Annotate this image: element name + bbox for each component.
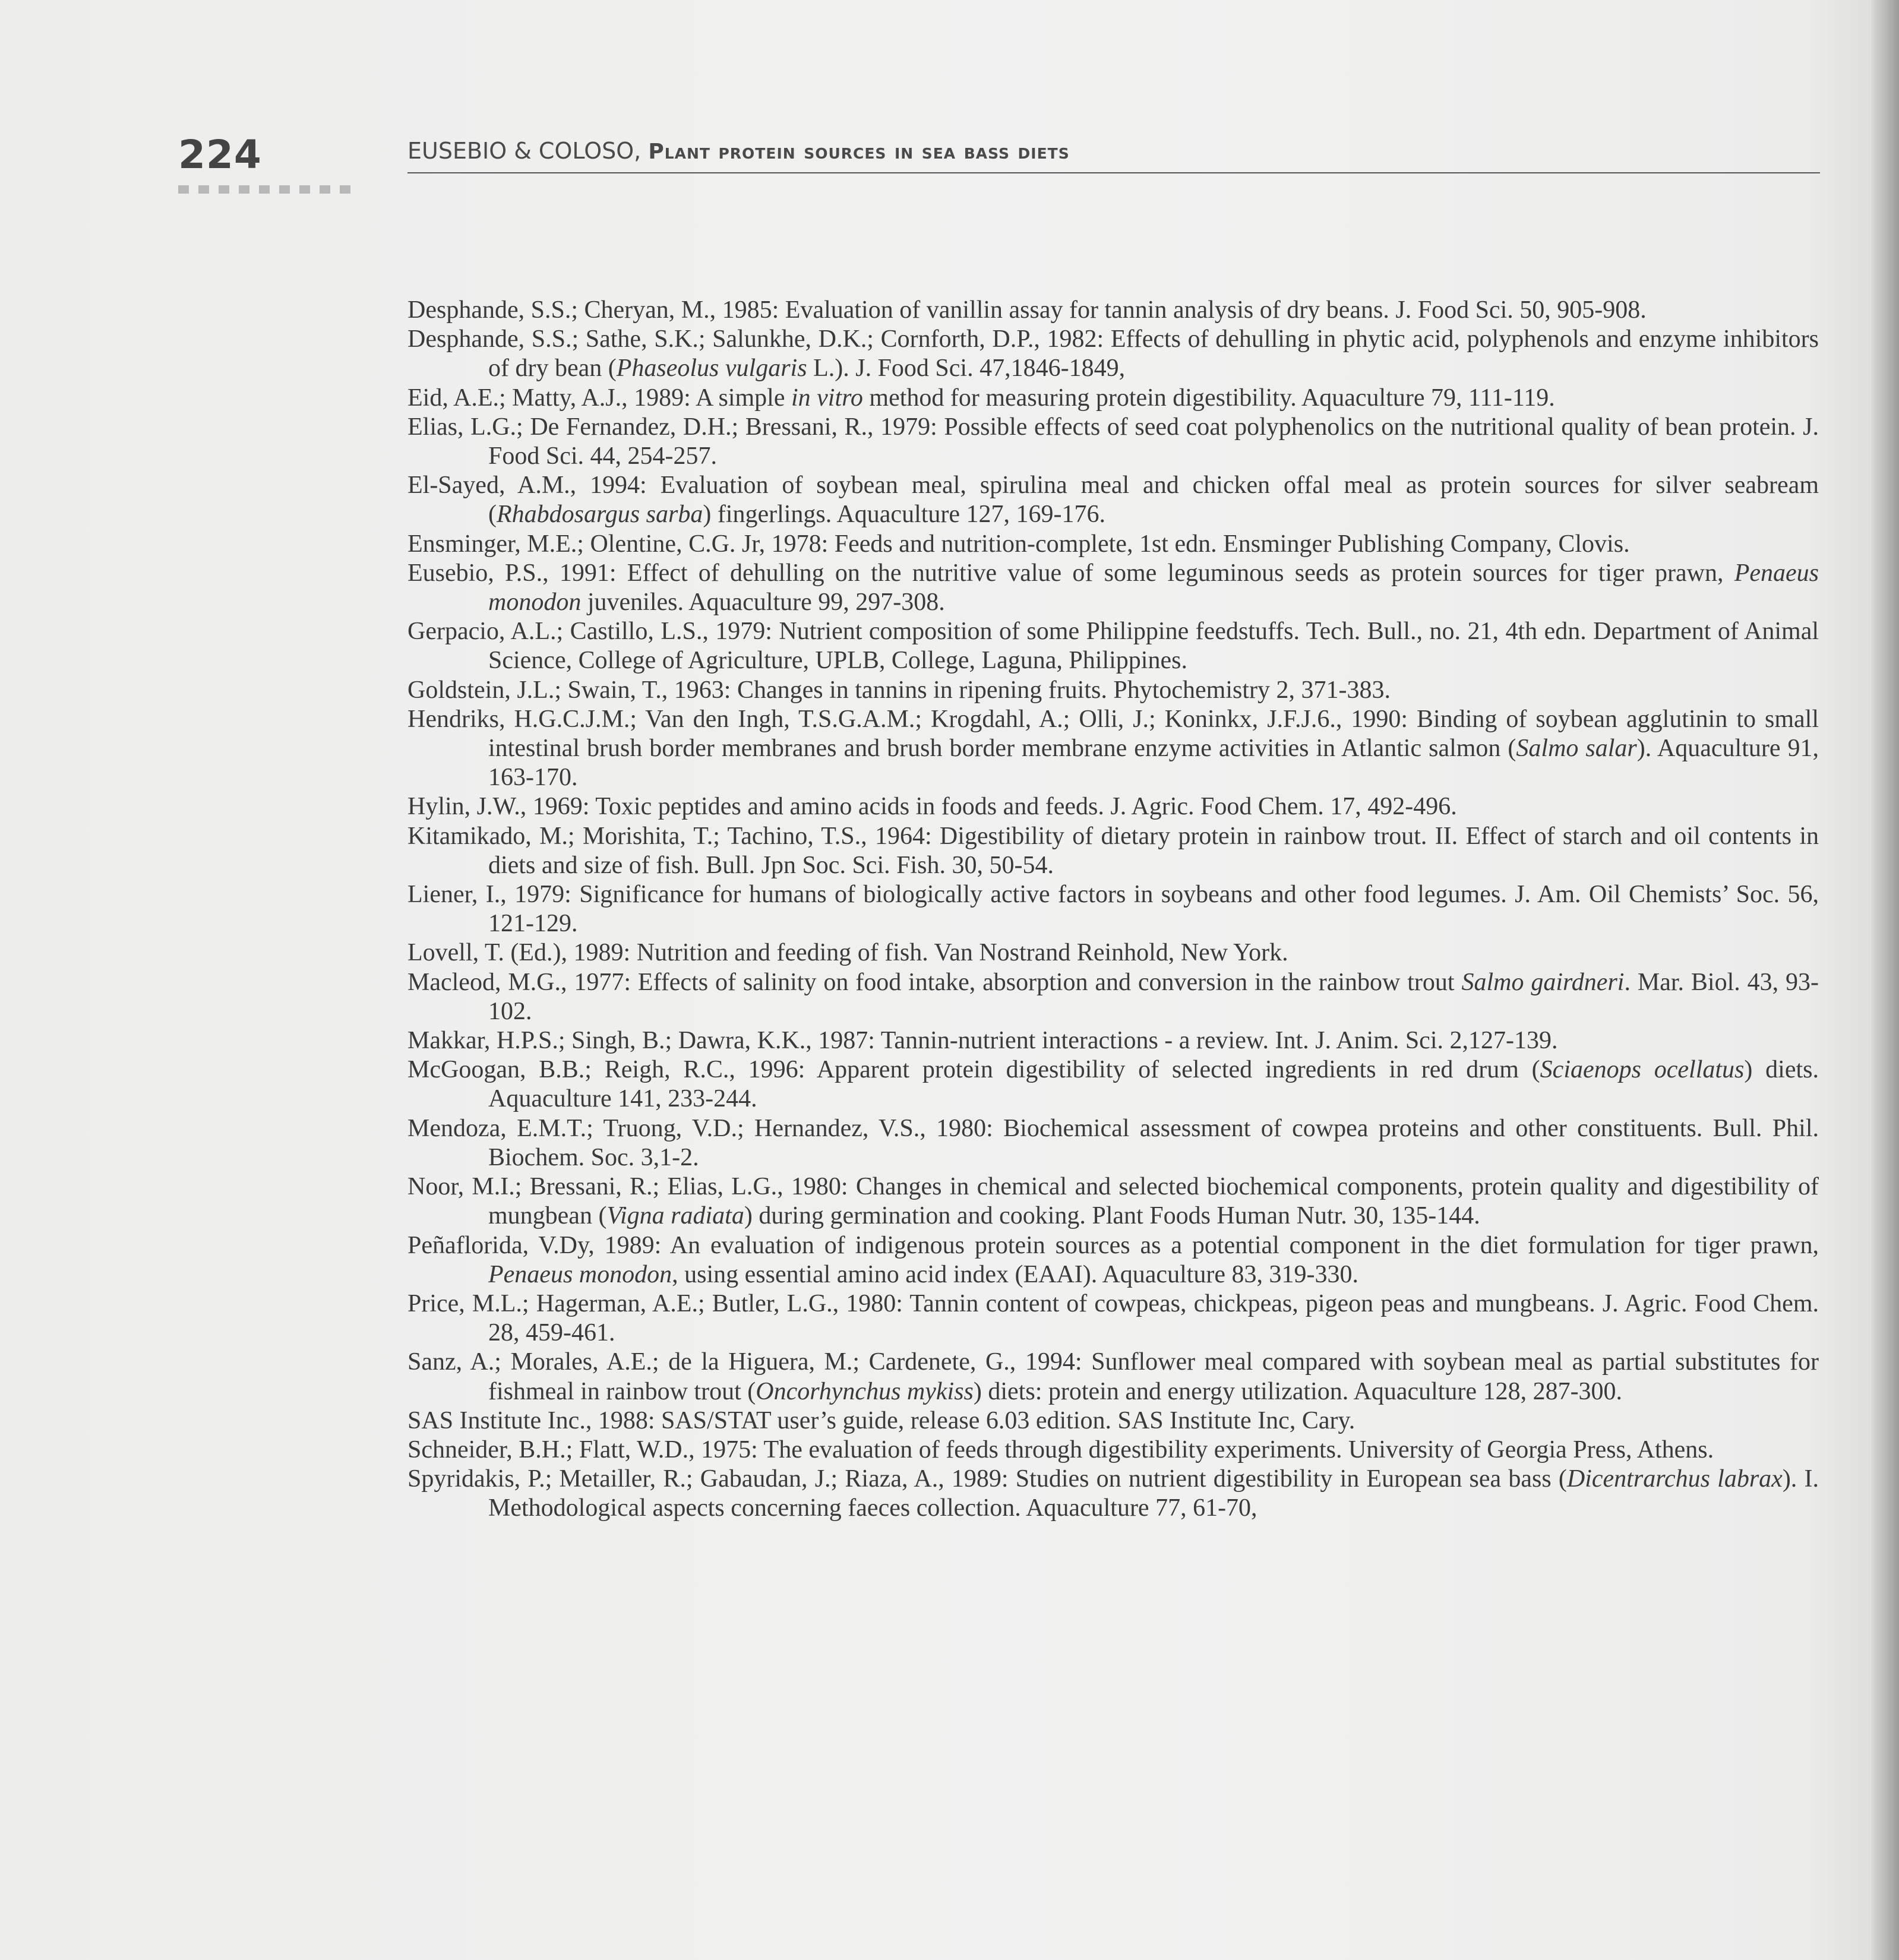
reference-entry: El-Sayed, A.M., 1994: Evaluation of soybean meal, spirulina meal and chicken offal meal as protein sources for silver seabream (Rhabdosargus sarba) fingerlings. Aquaculture 127, 169-176. xyxy=(407,472,1819,529)
reference-entry: Mendoza, E.M.T.; Truong, V.D.; Hernandez, V.S., 1980: Biochemical assessment of cowpea proteins and other constituents. Bull. Phil. Biochem. Soc. 3,1-2. xyxy=(407,1114,1819,1171)
reference-entry: Macleod, M.G., 1977: Effects of salinity on food intake, absorption and conversion in the rainbow trout Salmo gairdneri. Mar. Biol. 43, 93-102. xyxy=(407,968,1819,1025)
reference-entry: Hendriks, H.G.C.J.M.; Van den Ingh, T.S.G.A.M.; Krogdahl, A.; Olli, J.; Koninkx, J.F.J.6., 1990: Binding of soybean agglutinin to small intestinal brush border membranes and brush border membrane enzyme activities in Atlantic salmon (Salmo salar). Aquaculture 91, 163-170. xyxy=(407,705,1819,792)
reference-entry: Desphande, S.S.; Sathe, S.K.; Salunkhe, D.K.; Cornforth, D.P., 1982: Effects of dehulling in phytic acid, polyphenols and enzyme inhibitors of dry bean (Phaseolus vulgaris L.). J. Food Sci. 47,1846-1849, xyxy=(407,325,1819,382)
reference-entry: Lovell, T. (Ed.), 1989: Nutrition and feeding of fish. Van Nostrand Reinhold, New York. xyxy=(407,939,1288,967)
running-head-authors: EUSEBIO & COLOSO, xyxy=(407,138,642,164)
reference-entry: Peñaflorida, V.Dy, 1989: An evaluation of indigenous protein sources as a potential component in the diet formulation for tiger prawn, Penaeus monodon, using essential amino acid index (EAAI). Aquaculture 83, 319-330. xyxy=(407,1231,1819,1288)
reference-entry: Sanz, A.; Morales, A.E.; de la Higuera, M.; Cardenete, G., 1994: Sunflower meal compared with soybean meal as partial substitutes for fishmeal in rainbow trout (Oncorhynchus mykiss) diets: protein and energy utilization. Aquaculture 128, 287-300. xyxy=(407,1348,1819,1405)
page-edge-shadow xyxy=(1872,0,1899,1960)
reference-entry: Hylin, J.W., 1969: Toxic peptides and amino acids in foods and feeds. J. Agric. Food Chem. 17, 492-496. xyxy=(407,793,1457,821)
decorative-squares xyxy=(178,185,350,194)
header-rule xyxy=(407,172,1820,173)
reference-list xyxy=(407,296,1819,1523)
reference-entry: Schneider, B.H.; Flatt, W.D., 1975: The evaluation of feeds through digestibility experiments. University of Georgia Press, Athens. xyxy=(407,1436,1714,1463)
reference-entry: Gerpacio, A.L.; Castillo, L.S., 1979: Nutrient composition of some Philippine feedstuffs. Tech. Bull., no. 21, 4th edn. Department of Animal Science, College of Agriculture, UPLB, College, Laguna, Philippines. xyxy=(407,618,1819,675)
reference-entry: Ensminger, M.E.; Olentine, C.G. Jr, 1978: Feeds and nutrition-complete, 1st edn. Ensminger Publishing Company, Clovis. xyxy=(407,530,1630,558)
reference-entry: Desphande, S.S.; Cheryan, M., 1985: Evaluation of vanillin assay for tannin analysis of dry beans. J. Food Sci. 50, 905-908. xyxy=(407,296,1647,324)
reference-entry: Makkar, H.P.S.; Singh, B.; Dawra, K.K., 1987: Tannin-nutrient interactions - a review. Int. J. Anim. Sci. 2,127-139. xyxy=(407,1027,1558,1055)
page-number: 224 xyxy=(178,132,262,178)
running-head-title: Plant protein sources in sea bass diets xyxy=(648,140,1070,164)
reference-entry: Kitamikado, M.; Morishita, T.; Tachino, T.S., 1964: Digestibility of dietary protein in rainbow trout. II. Effect of starch and oil contents in diets and size of fish. Bull. Jpn Soc. Sci. Fish. 30, 50-54. xyxy=(407,822,1819,879)
reference-entry: Elias, L.G.; De Fernandez, D.H.; Bressani, R., 1979: Possible effects of seed coat polyphenolics on the nutritional quality of bean protein. J. Food Sci. 44, 254-257. xyxy=(407,413,1819,470)
reference-entry: Goldstein, J.L.; Swain, T., 1963: Changes in tannins in ripening fruits. Phytochemistry 2, 371-383. xyxy=(407,676,1391,704)
reference-entry: Liener, I., 1979: Significance for humans of biologically active factors in soybeans and other food legumes. J. Am. Oil Chemists’ Soc. 56, 121-129. xyxy=(407,881,1819,938)
reference-entry: Noor, M.I.; Bressani, R.; Elias, L.G., 1980: Changes in chemical and selected biochemical components, protein quality and digestibility of mungbean (Vigna radiata) during germination and cooking. Plant Foods Human Nutr. 30, 135-144. xyxy=(407,1173,1819,1230)
running-head xyxy=(407,138,1070,164)
reference-entry: Spyridakis, P.; Metailler, R.; Gabaudan, J.; Riaza, A., 1989: Studies on nutrient digestibility in European sea bass (Dicentrarchus labrax). I. Methodological aspects concerning faeces collection. Aquaculture 77, 61-70, xyxy=(407,1465,1819,1522)
reference-entry: McGoogan, B.B.; Reigh, R.C., 1996: Apparent protein digestibility of selected ingredients in red drum (Sciaenops ocellatus) diets. Aquaculture 141, 233-244. xyxy=(407,1056,1819,1113)
reference-entry: Eid, A.E.; Matty, A.J., 1989: A simple in vitro method for measuring protein digestibility. Aquaculture 79, 111-119. xyxy=(407,384,1555,412)
reference-entry: SAS Institute Inc., 1988: SAS/STAT user’s guide, release 6.03 edition. SAS Institute Inc, Cary. xyxy=(407,1406,1355,1434)
reference-entry: Eusebio, P.S., 1991: Effect of dehulling on the nutritive value of some leguminous seeds as protein sources for tiger prawn, Penaeus monodon juveniles. Aquaculture 99, 297-308. xyxy=(407,559,1819,617)
reference-entry: Price, M.L.; Hagerman, A.E.; Butler, L.G., 1980: Tannin content of cowpeas, chickpeas, pigeon peas and mungbeans. J. Agric. Food Chem. 28, 459-461. xyxy=(407,1289,1819,1347)
